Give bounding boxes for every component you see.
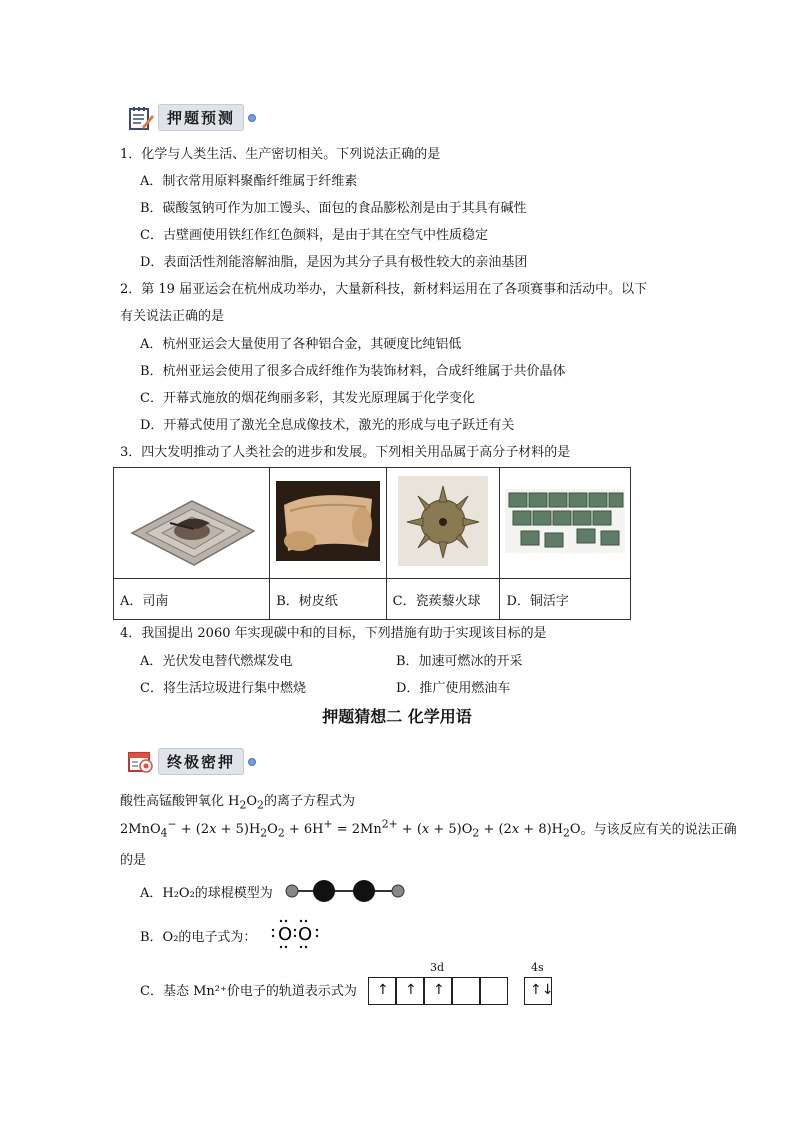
- notepad-icon: [128, 105, 154, 131]
- question-3-option-b: B．树皮纸: [270, 579, 386, 620]
- question-1-option-c: C．古壁画使用铁红作红色颜料，是由于其在空气中性质稳定: [140, 228, 488, 243]
- question-5-intro: [120, 790, 355, 812]
- intro-text-pre: 酸性高锰酸钾氧化 H: [120, 794, 240, 809]
- orbital-3d-box-3: ↑: [424, 977, 452, 1005]
- question-5-option-a: A．H₂O₂的球棍模型为: [140, 886, 273, 901]
- orbital-4s-box-1: ↑↓: [524, 977, 552, 1005]
- question-2-option-a: A．杭州亚运会大量使用了各种铝合金，其硬度比纯铝低: [140, 337, 462, 352]
- section-badge-label: 押题预测: [158, 104, 244, 131]
- question-2-stem-line1: 2．第 19 届亚运会在杭州成功举办，大量新科技，新材料运用在了各项赛事和活动中。以下: [120, 282, 648, 297]
- question-5-option-c: C．基态 Mn²⁺价电子的轨道表示式为: [140, 984, 357, 999]
- equation-formula: $2MnO_4^- + (2x + 5)H_2O_2 + 6H^+ = 2Mn^{2+} + (x + 5)O_2 + (2x + 8)H_2O$: [120, 818, 581, 840]
- question-3-option-c: C．瓷蒺藜火球: [386, 579, 500, 620]
- copper-movable-type-image: [505, 489, 625, 553]
- compass-image-cell: [114, 468, 270, 579]
- question-5-equation: [120, 818, 737, 840]
- question-2-option-b: B．杭州亚运会使用了很多合成纤维作为装饰材料，合成纤维属于共价晶体: [140, 364, 566, 379]
- bark-paper-image-cell: [270, 468, 386, 579]
- question-4-option-a: A．光伏发电替代燃煤发电: [140, 654, 293, 669]
- section-badge-label-final: 终极密押: [158, 748, 244, 775]
- question-2-option-c: C．开幕式施放的烟花绚丽多彩，其发光原理属于化学变化: [140, 391, 475, 406]
- equation-tail: 。与该反应有关的说法正确: [580, 822, 737, 838]
- question-2-stem-line2: 有关说法正确的是: [120, 309, 225, 324]
- question-3-option-d: D．铜活字: [500, 579, 631, 620]
- svg-text:O: O: [278, 924, 293, 945]
- intro-sub-2: 2: [257, 798, 264, 812]
- ceramic-fire-ball-image-cell: [386, 468, 500, 579]
- badge-dot: [248, 114, 256, 122]
- question-4-option-b: B．加速可燃冰的开采: [396, 654, 523, 669]
- orbital-3d-box-4: [452, 977, 480, 1005]
- orbital-3d-label: 3d: [430, 961, 445, 974]
- bark-paper-image: [276, 481, 380, 561]
- orbital-3d-box-5: [480, 977, 508, 1005]
- question-3-stem: 3．四大发明推动了人类社会的进步和发展。下列相关用品属于高分子材料的是: [120, 445, 571, 460]
- compass-image: [122, 473, 262, 569]
- intro-sub-1: 2: [239, 798, 247, 812]
- question-1-stem: 1．化学与人类生活、生产密切相关。下列说法正确的是: [120, 147, 441, 162]
- question-5-option-b: B．O₂的电子式为：: [140, 930, 257, 945]
- section-badge-prediction: [128, 104, 256, 131]
- question-4-stem: 4．我国提出 2060 年实现碳中和的目标，下列措施有助于实现该目标的是: [120, 626, 547, 641]
- question-4-option-d: D．推广使用燃油车: [396, 681, 511, 696]
- h2o2-ball-stick-model: [284, 878, 408, 908]
- intro-text-post: 的离子方程式为: [263, 794, 355, 809]
- question-3-option-a: A．司南: [114, 579, 270, 620]
- orbital-3d-box-2: ↑: [396, 977, 424, 1005]
- intro-text-mid: O: [246, 794, 258, 809]
- ceramic-fire-ball-image: [398, 476, 488, 566]
- question-5-stem-line3: 的是: [120, 853, 147, 868]
- section-2-title: 押题猜想二 化学用语: [322, 707, 472, 726]
- question-3-image-table: [113, 467, 631, 620]
- question-1-option-b: B．碳酸氢钠可作为加工馒头、面包的食品膨松剂是由于其具有碱性: [140, 201, 527, 216]
- copper-movable-type-image-cell: [500, 468, 631, 579]
- section-badge-final: [128, 748, 256, 775]
- svg-text:O: O: [298, 924, 313, 945]
- orbital-3d-box-1: ↑: [368, 977, 396, 1005]
- question-1-option-a: A．制衣常用原料聚酯纤维属于纤维素: [140, 174, 358, 189]
- question-2-option-d: D．开幕式使用了激光全息成像技术，激光的形成与电子跃迁有关: [140, 418, 515, 433]
- orbital-4s-label: 4s: [531, 961, 544, 974]
- badge-dot-final: [248, 758, 256, 766]
- o2-electron-formula: [270, 916, 322, 954]
- question-4-option-c: C．将生活垃圾进行集中燃烧: [140, 681, 306, 696]
- calendar-target-icon: [128, 749, 154, 775]
- question-1-option-d: D．表面活性剂能溶解油脂，是因为其分子具有极性较大的亲油基团: [140, 255, 528, 270]
